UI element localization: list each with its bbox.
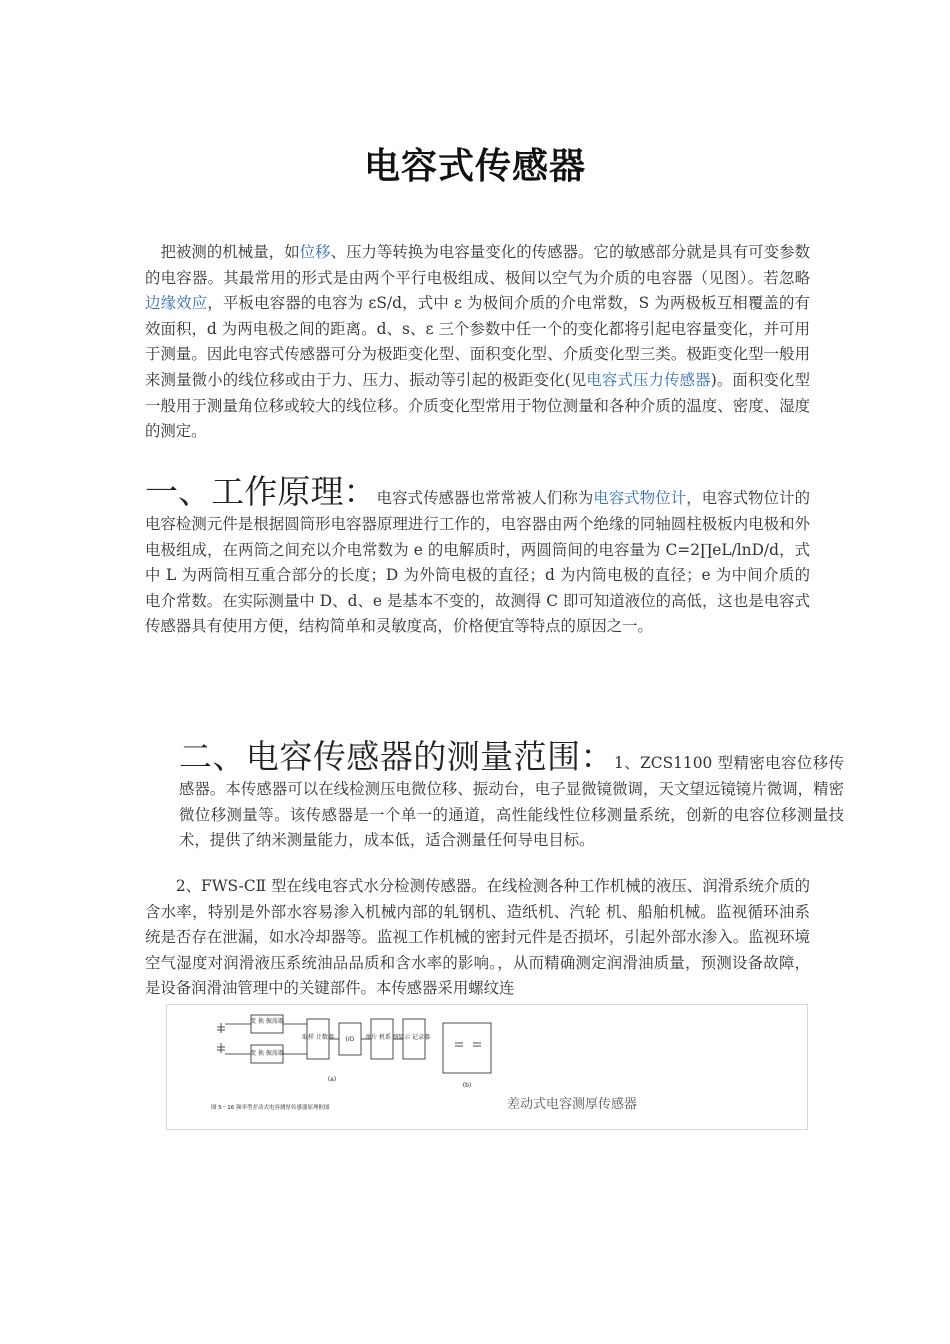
section1-heading: 一、工作原理： (145, 472, 377, 511)
link-capacitive-pressure-sensor[interactable]: 电容式压力传感器 (586, 370, 711, 389)
capacitor-c1 (217, 1023, 225, 1033)
link-displacement[interactable]: 位移 (299, 243, 331, 261)
link-capacitive-level-meter[interactable]: 电容式物位计 (593, 489, 687, 507)
oscillator-top-label: 变 换 振荡器 (250, 1018, 284, 1025)
mcu-label: 单片 机系 统 (365, 1034, 399, 1041)
block-diagram (207, 1009, 507, 1119)
figure-caption: 差动式电容测厚传感器 (507, 1097, 638, 1112)
section1-paragraph (145, 472, 810, 640)
section2-text-2: 2、FWS-CⅡ 型在线电容式水分检测传感器。在线检测各种工作机械的液压、润滑系统介质的含水率，特别是外部水容易渗入机械内部的轧钢机、造纸机、汽轮 机、船舶机械。监视循环油系统是否存在泄漏，如水冷却器等。监视工作机械的密封元件是否损坏，引起外部水渗入。监视环境空气湿度对润滑液压系统油品品质和含水率的影响。，从而精确测定润滑油质量，预测设备故障，是设备润滑油管理中的关键部件。本传感器采用螺纹连 (145, 877, 810, 998)
section2-heading: 二、电容传感器的测量范围： (179, 737, 614, 776)
figure-title: 图 5－16 频率型差动式电容测厚传感器原理框图 (211, 1105, 330, 1111)
section2-paragraph-2 (145, 874, 810, 1002)
intro-text-4: )。面积变化型一般用于测量角位移或较大的线位移。介质变化型常用于物位测量和各种介质的温度、密度、湿度的测定。 (145, 370, 810, 441)
section2-paragraph (145, 737, 844, 854)
capacitor-c2 (217, 1043, 225, 1053)
intro-text-2: 、压力等转换为电容量变化的传感器。它的敏感部分就是具有可变参数的电容器。其最常用的形式是由两个平行电极组成、极间以空气为介质的电容器（见图）。若忽略 (145, 243, 810, 287)
label-b: (b) (462, 1082, 472, 1089)
intro-paragraph (145, 240, 810, 445)
section1-text-2: ，电容式物位计的电容检测元件是根据圆筒形电容器原理进行工作的，电容器由两个绝缘的同轴圆柱极板内电极和外电极组成，在两筒之间充以介电常数为 e 的电解质时，两圆筒间的电容量为 C=2∏eL/lnD/d，式中 L 为两筒相互重合部分的长度；D 为外筒电极的直径；d 为内筒电极的直径；e 为中间介质的电介常数。在实际测量中 D、d、e 是基本不变的，故测得 C 即可知道液位的高低，这也是电容式传感器具有使用方便，结构简单和灵敏度高，价格便宜等特点的原因之一。 (145, 489, 810, 636)
sampling-counter-label: 取样 计数器 (302, 1034, 334, 1041)
io-label: I/O (345, 1036, 355, 1043)
figure-frame (166, 1004, 808, 1130)
intro-text-3: ，平板电容器的电容为 εS/d，式中 ε 为极间介质的介电常数，S 为两极板互相覆盖的有效面积，d 为两电极之间的距离。d、s、ε 三个参数中任一个的变化都将引起电容量变化，并可用于测量。因此电容式传感器可分为极距变化型、面积变化型、介质变化型三类。极距变化型一般用来测量微小的线位移或由于力、压力、振动等引起的极距变化(见 (145, 294, 810, 389)
display-recorder-label: 显示 记录器 (398, 1034, 430, 1041)
equivalent-circuit (443, 1023, 491, 1073)
oscillator-bottom-label: 变 换 振荡器 (250, 1050, 284, 1057)
page-title: 电容式传感器 (363, 146, 586, 187)
intro-text-1: 把被测的机械量，如 (160, 243, 300, 261)
section1-text-1: 电容式传感器也常常被人们称为 (376, 489, 594, 507)
link-edge-effect[interactable]: 边缘效应 (145, 294, 208, 313)
section2-text-1: 1、ZCS1100 型精密电容位移传感器。本传感器可以在线检测压电微位移、振动台，电子显微镜微调，天文望远镜镜片微调，精密微位移测量等。该传感器是一个单一的通道，高性能线性位移测量系统，创新的电容位移测量技术，提供了纳米测量能力，成本低，适合测量任何导电目标。 (179, 754, 844, 850)
label-a: (a) (327, 1076, 337, 1083)
